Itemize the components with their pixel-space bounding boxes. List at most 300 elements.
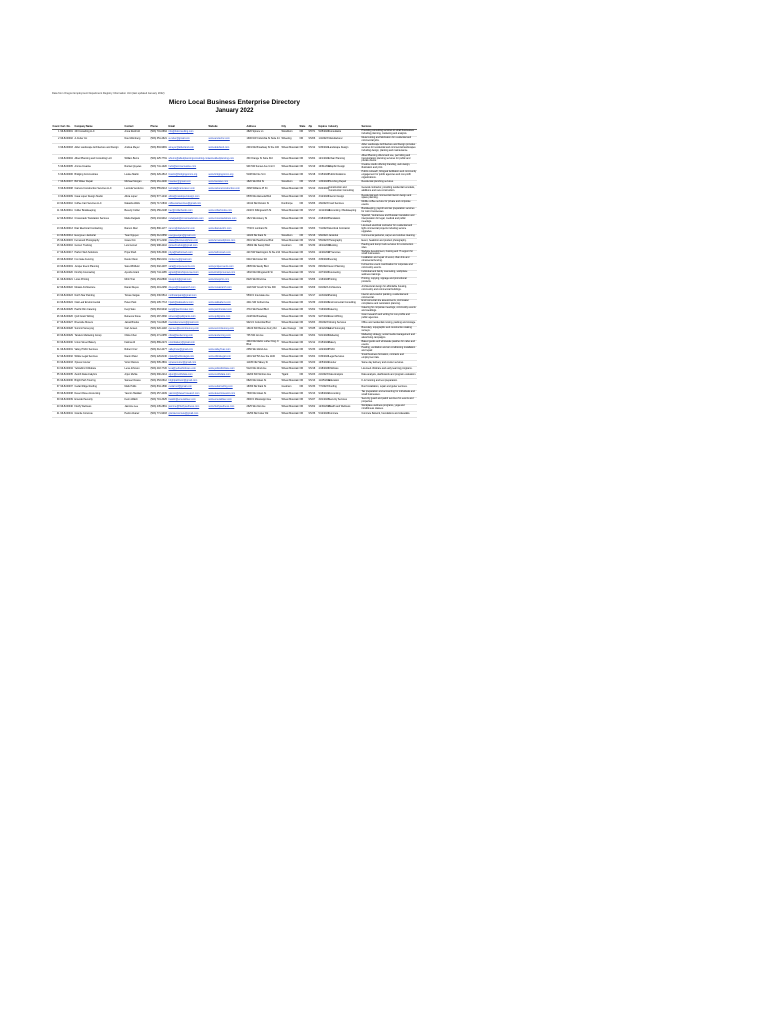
cert-number-cell: MLB-00001 [60,130,74,137]
industry-cell: Education [328,379,361,385]
count-cell: 41 [52,411,60,417]
company-name-cell: Diaz Electrical Contracting [74,225,124,235]
address-cell: 6410 SE Foster Rd [246,257,281,264]
zip-cell: 97213 [308,391,318,398]
address-cell: 2625 SE 21st Ave [246,404,281,411]
email-link[interactable]: alicia@casalopezdesign.com [168,195,200,199]
cert-number-cell: MLB-00005 [60,164,74,171]
website-link[interactable]: www.desertroseacct.com [208,391,236,395]
website-cell [208,215,246,225]
cert-number-cell: MLB-00007 [60,180,73,184]
email-link[interactable]: lmartin@bridgingcomm.org [168,173,198,177]
count-cell: 30 [52,340,60,347]
industry-cell: Trucking [328,243,361,250]
email-cell [168,277,208,284]
state-cell: OR [299,250,308,257]
zip-cell: 97232 [308,314,318,321]
company-name-cell: A-Cutter Inc [74,136,124,143]
industry-cell: Urban Planning [328,154,361,164]
table-row [52,154,417,164]
state-cell: OR [299,234,308,239]
zip-cell: 97213 [308,379,318,385]
email-cell [168,194,208,201]
address-cell: 4016 NE Martin Luther King Jr Blvd [246,340,281,347]
zip-cell: 97209 [308,284,318,293]
email-link[interactable]: grace@fernwoodphoto.com [168,238,198,242]
state-cell: OR [299,321,308,327]
email-link[interactable]: hello@ammacreative.com [168,164,197,168]
contact-cell: Anna Reinholz [124,130,150,137]
cert-number-cell: MLB-00010 [60,201,74,208]
zip-cell: 97239 [308,300,318,307]
state-cell: OR [299,215,308,225]
cert-number-cell: MLB-00004 [60,154,74,164]
phone-cell: (503) 620-1148 [150,327,168,334]
email-cell [168,201,208,208]
website-link[interactable]: www.fireflywellness.com [208,405,235,409]
website-cell [208,257,246,264]
email-link[interactable]: a.cutter@gmail.com [168,137,190,141]
email-link[interactable]: yasmin@desertroseacct.com [168,391,200,395]
address-cell: 3468 Williams Pl 34 [246,185,281,194]
email-link[interactable]: lena@yellowbirdcare.com [168,367,196,371]
email-cell [168,340,208,347]
website-cell [208,340,246,347]
zip-cell: 97218 [308,367,318,373]
contact-cell: Robert Cruz [124,347,150,354]
email-link[interactable]: dreyes@mosaicarch.com [168,286,196,290]
phone-cell: (503) 257-4409 [150,391,168,398]
contact-cell: Tomas Vargas [124,293,150,300]
website-link[interactable]: www.acutterinc.com [208,137,230,141]
cert-number-cell: MLB-00030 [60,340,74,347]
contact-cell: Andrea Meyer [124,143,150,154]
cert-number-cell: MLB-00033 [60,361,74,367]
website-link[interactable]: www.zenithdata.com [208,373,231,377]
phone-cell: (503) 336-5514 [150,293,168,300]
website-cell [208,300,246,307]
city-cell: Wheat Mountain [281,250,299,257]
count-cell: 15 [52,239,60,244]
industry-cell: Construction and Construction Consulting [328,185,361,194]
email-cell [168,314,208,321]
industry-cell: Roofing [328,385,361,391]
contact-cell: Priya Shah [124,250,150,257]
email-link[interactable]: graniteconcrete@gmail.com [168,411,199,415]
email-link[interactable]: ramon@diazelectric.com [168,226,195,230]
count-cell: 9 [52,194,60,201]
email-cell [168,347,208,354]
zip-cell: 97216 [308,234,318,239]
expires-cell: 6/15/2023 [318,171,328,181]
email-cell [168,333,208,340]
column-header: Address [246,125,281,130]
industry-cell: Graphic Design [328,164,361,171]
address-cell: 18450 SE Stark St [246,385,281,391]
email-link[interactable]: wburns@alliedplanningconsulting.com [168,156,210,160]
state-cell: OR [299,154,308,164]
state-cell: OR [299,404,308,411]
industry-cell: Counseling [328,270,361,277]
email-cell [168,164,208,171]
city-cell: Wheat Mountain [281,270,299,277]
email-cell [168,391,208,398]
email-link[interactable]: evergreenjan@gmail.com [168,234,196,238]
email-link[interactable]: cedarroof@gmail.com [168,385,192,389]
city-cell: Wheat Mountain [281,300,299,307]
city-cell: Wheat Mountain [281,238,299,242]
email-cell [168,243,208,250]
page-subtitle: January 2022 [215,108,254,114]
website-cell [208,250,246,257]
zip-cell: 97214 [308,239,318,244]
city-cell: Woodburn [281,130,299,137]
state-cell: OR [299,225,308,235]
services-cell: Alder Landscape Architecture and Design provides services for residential and commercial landscapes including design, planting and maintenance. [361,143,417,154]
website-link[interactable]: www.bwwater.com [208,180,229,184]
email-link[interactable]: gomeztrucking@gmail.com [168,244,198,248]
address-cell: 7730 N Lombard St [246,225,281,235]
email-cell [168,307,208,314]
industry-cell: Architecture [328,284,361,293]
email-link[interactable]: xpresscourier@gmail.com [168,361,197,365]
website-link[interactable]: www.quillgrants.com [208,314,231,318]
cert-number-cell: MLB-00018 [60,257,74,264]
expires-cell: 2/18/2023 [318,215,328,225]
email-cell [168,130,208,137]
website-cell [208,277,246,284]
table-row [52,314,417,321]
zip-cell: 97204 [308,354,318,361]
industry-cell: Moving Services [328,321,361,327]
email-link[interactable]: kwalsh@emeraldsec.com [168,398,196,402]
contact-cell: Mark Hollis [124,385,150,391]
email-link[interactable]: priya@harborweb.com [168,250,193,254]
phone-cell: (503) 701-6664 [150,130,168,137]
state-cell: OR [299,354,308,361]
cert-number-cell: MLB-00006 [60,171,74,181]
email-link[interactable]: rebecca@quillgrants.com [168,314,196,318]
email-link[interactable]: riversidemovers@gmail.com [168,321,199,325]
contact-cell: Minh Tran [124,277,150,284]
cert-number-cell: MLB-00027 [60,321,74,327]
email-cell [168,136,208,143]
expires-cell: 6/30/2023 [318,354,328,361]
cert-number-cell: MLB-00031 [60,347,74,354]
industry-cell: Courier [328,361,361,367]
phone-cell: (503) 505-3891 [150,361,168,367]
city-cell: Wheat Mountain [281,284,299,293]
address-cell: 6820 NE Glisan St [246,379,281,385]
company-name-cell: Fernwood Photography [74,239,124,244]
cert-number-cell: MLB-00035 [60,373,74,379]
services-cell: Tax preparation and accounting for individuals and small businesses. [361,391,417,398]
email-link[interactable]: ironfence@gmail.com [168,257,192,261]
address-cell: 1521 SE Ankeny St [246,215,281,225]
count-cell: 12 [52,215,60,225]
phone-cell: (503) 261-4200 [150,180,167,184]
website-cell [208,327,246,334]
website-link[interactable]: www.alderland.com [208,146,230,150]
email-cell [168,397,208,404]
services-cell: Boundary, topographic and construction staking surveys. [361,327,417,334]
email-link[interactable]: lotusprint@gmail.com [168,278,192,282]
city-cell: Wheat Mountain [281,340,299,347]
zip-cell: 97202 [308,404,318,411]
count-cell: 29 [52,333,60,340]
cert-number-cell: MLB-00009 [60,194,74,201]
website-link[interactable]: www.emeraldsec.com [208,398,232,402]
contact-cell: Beverly Collier [124,208,150,215]
expires-cell: 1/22/2023 [318,347,328,354]
email-link[interactable]: coffeecartservices@gmail.com [168,201,202,205]
expires-cell: 12/1/2022 [318,154,328,164]
website-link[interactable]: www.oakleafenv.com [208,300,231,304]
count-cell: 4 [52,154,60,164]
column-header: Zip [308,125,318,130]
expires-cell: 6/2/2023 [318,284,328,293]
industry-cell: Consultants [328,130,361,137]
email-link[interactable]: mdelgado@crossroadstrans.com [168,217,204,221]
city-cell: Wheat Mountain [281,314,299,321]
contact-cell: Michael Morgan [124,181,150,186]
address-cell: 8220 SE 82nd Ave [246,277,281,284]
website-link[interactable]: www.fernwoodphoto.com [208,238,236,242]
contact-cell: Lena Johnson [124,367,150,373]
state-cell: OR [299,314,308,321]
city-cell: Wheat Mountain [281,215,299,225]
website-link[interactable]: www.willowlegal.com [208,354,231,358]
company-name-cell: Xpress Courier [74,361,124,367]
email-link[interactable]: agrant@kinshipcounsel.com [168,271,199,275]
phone-cell: (503) 555-8213 [150,185,168,194]
email-link[interactable]: npatel@willowlegal.com [168,354,195,358]
count-cell: 16 [52,243,60,250]
company-name-cell: Willow Legal Services [74,354,124,361]
website-link[interactable]: www.alliedplanning.com [208,156,235,160]
email-link[interactable]: lucinda@carrerasvc.com [168,187,195,191]
column-header: Email [168,125,208,130]
website-cell [208,164,246,171]
city-cell: Tigard [281,373,299,379]
website-link[interactable]: www.carreraconstruction.com [208,187,240,191]
cert-number-cell: MLB-00019 [60,264,74,271]
state-cell: OR [299,367,308,373]
industry-cell: Data Analysis [328,373,361,379]
website-cell [208,130,246,137]
email-link[interactable]: cjensen@summitsurvey.com [168,327,199,331]
company-name-cell: Alder Landscape Architecture and Design [74,143,124,154]
address-cell: 11435 NE Halsey St [246,361,281,367]
website-link[interactable]: www.lotusprint.com [208,278,230,282]
city-cell: Wheat Mountain [281,404,299,411]
contact-cell: Lucinda Verduzco [124,185,150,194]
source-note: Data from Oregon Employment Department Registry Information Unit (last updated January 2022) [52,92,165,95]
address-cell: 3301 SE Hawthorne Blvd [246,239,281,244]
page-title: Micro Local Business Enterprise Directory [168,99,301,106]
cert-number-cell: MLB-00014 [60,234,73,238]
expires-cell: 9/9/2022 [318,234,328,238]
city-cell: Wheat Mountain [281,307,299,314]
zip-cell: 97223 [308,373,318,379]
zip-cell: 97206 [308,136,318,143]
company-name-cell: Pacific Rim Catering [74,307,124,314]
expires-cell: 10/31/2022 [318,164,328,171]
email-cell [168,327,208,334]
industry-cell: Food Services [328,201,361,208]
cert-number-cell: MLB-00025 [60,307,74,314]
services-cell: Architectural design for affordable housing, community and commercial buildings. [361,284,417,293]
zip-cell: 97210 [308,185,318,194]
services-cell: Interior and exterior painting, residential and commercial. [361,293,417,300]
count-cell: 21 [52,277,60,284]
zip-cell: 97227 [308,397,318,404]
website-link[interactable]: www.juniperevents.com [208,264,234,268]
industry-cell: Photography [328,239,361,244]
address-cell: 1001 SW 5th Ave Ste 1100 [246,354,281,361]
count-cell: 23 [52,293,60,300]
phone-cell: (503) 889-2274 [150,340,168,347]
zip-cell: 97214 [308,215,318,225]
city-cell: Lake Oswego [281,327,299,334]
website-cell [208,264,246,271]
website-link[interactable]: www.diazelectric.com [208,226,232,230]
contact-cell: Arjun Mehta [124,373,150,379]
industry-cell: Catering [328,307,361,314]
email-link[interactable]: bev@collierbooks.com [168,208,193,212]
website-cell [208,143,246,154]
website-cell [208,314,246,321]
contact-cell: Luis Gomez [124,243,150,250]
state-cell: OR [299,327,308,334]
contact-cell: Maria Delgado [124,215,150,225]
phone-cell: (503) 351-4621 [150,136,168,143]
city-cell: Wheeling [281,136,299,143]
email-link[interactable]: jasmine@fireflywellness.com [168,405,200,409]
title-block [52,98,417,115]
phone-cell: (503) 329-4513 [150,171,168,181]
website-link[interactable]: www.crossroadstrans.com [208,217,237,221]
services-cell: Catering for corporate meetings, community events and weddings. [361,306,416,313]
website-link[interactable]: www.valleyhvac.com [208,347,231,351]
expires-cell: 9/18/2022 [318,391,328,398]
column-header: Count [52,124,60,128]
email-link[interactable]: kenji@pacrimcater.com [168,307,194,311]
email-link[interactable]: sara@juniperevents.com [168,264,195,268]
email-link[interactable]: hpark@oakleafenv.com [168,300,194,304]
address-cell: 16100 SW Boones Ferry Rd [246,327,281,334]
cert-number-cell: MLB-00017 [60,250,74,257]
column-header: Company Name [74,125,124,130]
company-name-cell: Oak Leaf Environmental [74,300,124,307]
contact-cell: Ayesha Grant [124,270,150,277]
state-cell: OR [299,239,308,244]
email-link[interactable]: bwwater@gmail.com [168,180,191,184]
phone-cell: (503) 690-2214 [150,373,168,379]
email-link[interactable]: arjun@zenithdata.com [168,373,193,377]
company-name-cell: Collier Bookkeeping [74,208,124,215]
services-cell: Same day delivery and courier services. [361,361,417,367]
company-name-cell: Iron Gate Fencing [74,257,124,264]
cert-number-cell: MLB-00003 [60,143,74,154]
website-link[interactable]: www.harborweb.com [208,250,231,254]
expires-cell: 9/30/2022 [318,143,328,154]
email-cell [168,293,208,300]
website-link[interactable]: www.mosaicarch.com [208,286,232,290]
phone-cell: (503) 882-0191 [150,257,168,264]
email-cell [168,404,208,411]
website-cell [208,333,246,340]
services-cell: K-12 tutoring and test preparation. [361,379,417,385]
address-cell: 4411 SW Corbett Ave [246,300,281,307]
website-cell [208,270,246,277]
zip-cell: 97266 [308,277,318,284]
industry-cell: IT Services [328,250,361,257]
website-link[interactable]: www.pacrimcater.com [208,307,232,311]
email-link[interactable]: northstarpaint@gmail.com [168,294,197,298]
email-link[interactable]: valleyhvac@gmail.com [168,347,193,351]
industry-cell: Translation [328,215,361,225]
website-cell [208,185,246,194]
website-link[interactable]: www.cedarroofing.com [208,385,233,389]
email-link[interactable]: unionbakery@gmail.com [168,341,195,345]
address-cell: 9021 N Columbia Blvd [246,321,281,327]
expires-cell: 3/6/2023 [318,321,328,327]
city-cell: Wheat Mountain [281,185,299,194]
zip-cell: 97212 [308,340,318,347]
email-link[interactable]: brightpathtutor@gmail.com [168,379,198,383]
phone-cell: (503) 719-3325 [150,397,168,404]
industry-cell: Printing [328,277,361,284]
company-name-cell: Lotus Printing [74,277,124,284]
state-cell: OR [299,293,308,300]
count-cell: 34 [52,367,60,373]
company-name-cell: Allied Planning and Consulting LLC [74,154,124,164]
website-link[interactable]: www.collierbooks.com [208,208,233,212]
services-cell: Hauling and dump truck services for construction sites. [361,243,417,250]
zip-cell: 97233 [308,385,318,391]
expires-cell: 10/5/2022 [318,361,328,367]
website-link[interactable]: www.yellowbirdcare.com [208,367,235,371]
count-cell: 17 [52,250,60,257]
phone-cell: (503) 312-6650 [150,234,167,238]
website-link[interactable]: www.bridgingcomm.org [208,173,234,177]
phone-cell: (503) 312-4477 [150,347,168,354]
industry-cell: Landscape Design [328,143,361,154]
phone-cell: (503) 445-2861 [150,404,168,411]
city-cell: Wheat Mountain [281,171,299,181]
website-link[interactable]: www.summitsurvey.com [208,327,234,331]
contact-cell: Grace Kim [124,239,150,244]
state-cell: OR [299,284,308,293]
email-link[interactable]: ameyer@alderland.com [168,146,194,150]
services-cell: Residential and commercial interior design and space planning. [361,194,417,201]
services-cell: Public outreach, bilingual facilitation and community engagement for public agencies and non-profit organizations. [361,170,417,180]
zip-cell: 97217 [308,208,318,215]
email-link[interactable]: info@4dconsulting.com [168,130,194,134]
address-cell: 7600 NE Glisan St [246,391,281,398]
company-name-cell: Bridging Communities [74,171,124,181]
cert-number-cell: MLB-00028 [60,327,74,334]
email-link[interactable]: olivia@tandemmg.com [168,334,193,338]
website-link[interactable]: www.kinshipcounsel.com [208,271,236,275]
state-cell: OR [299,185,308,194]
website-link[interactable]: www.tandemmg.com [208,334,231,338]
state-cell: OR [299,257,308,264]
services-cell: Environmental site assessments, stormwater compliance and restoration planning. [361,300,417,307]
phone-cell: (503) 663-9042 [150,307,168,314]
industry-cell: Marketing [328,333,361,340]
